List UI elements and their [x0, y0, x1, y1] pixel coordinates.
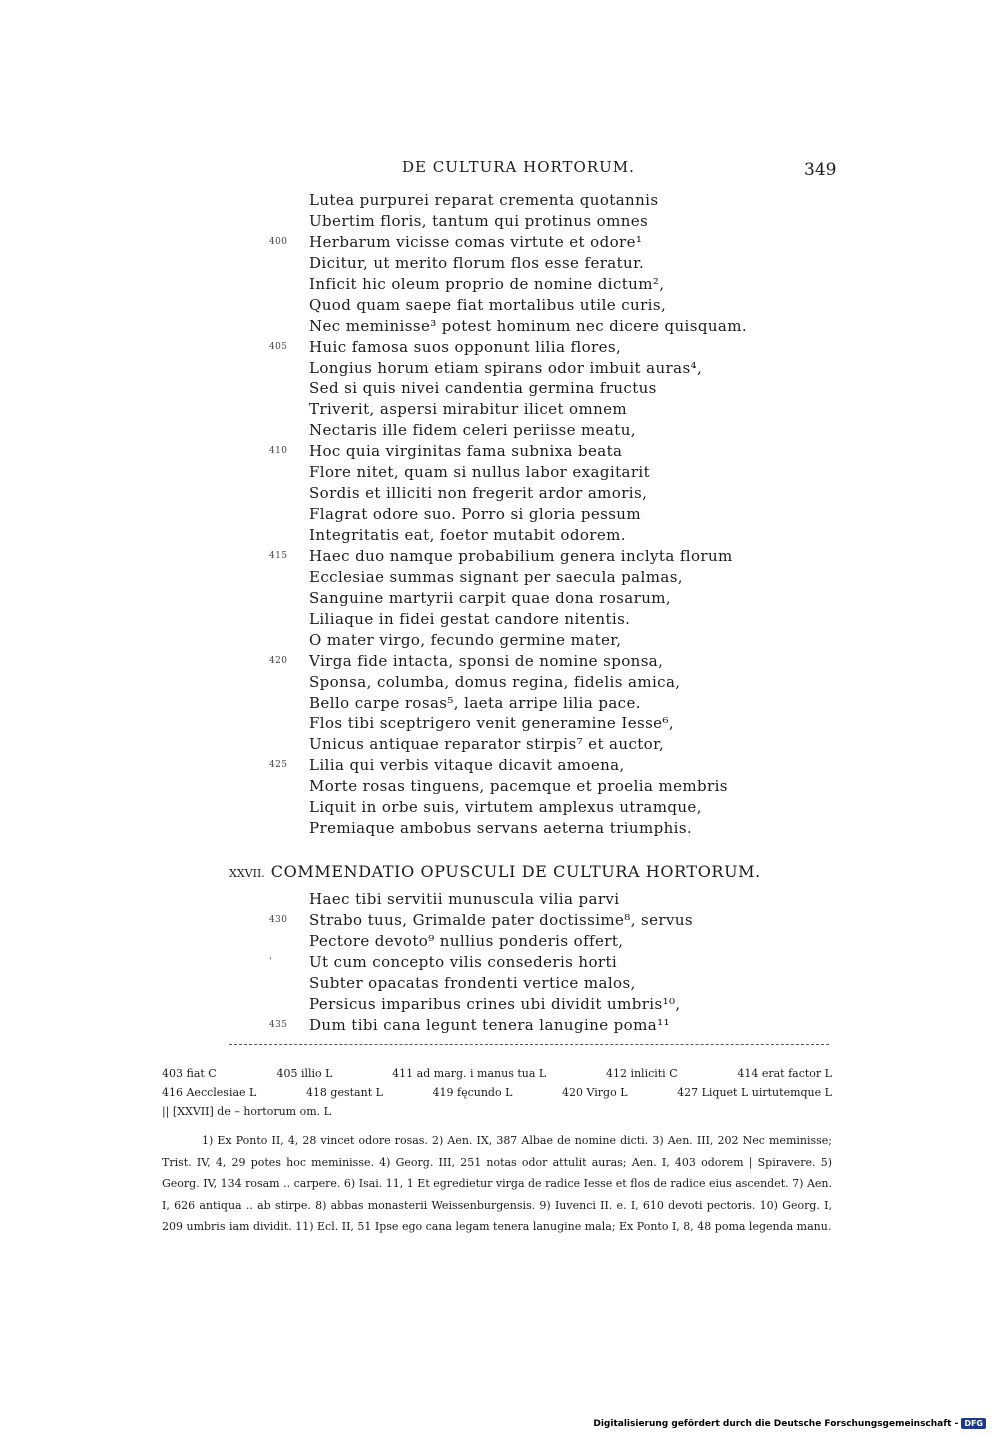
- verse-line: [309, 818, 869, 839]
- verse-line: [309, 588, 869, 609]
- verse-line: [309, 567, 869, 588]
- apparatus-entry: 418 gestant L: [305, 1086, 383, 1099]
- verse-line: [309, 462, 869, 483]
- verse-text: Sanguine martyrii carpit quae dona rosarum,: [309, 588, 672, 607]
- verse-line: [269, 755, 869, 776]
- line-number: 420: [269, 655, 288, 666]
- verse-text: Longius horum etiam spirans odor imbuit auras⁴,: [309, 358, 703, 377]
- verse-text: Premiaque ambobus servans aeterna triumphis.: [309, 819, 693, 838]
- verse-line: [309, 399, 869, 420]
- verse-line: [309, 295, 869, 316]
- verse-text: Huic famosa suos opponunt lilia flores,: [309, 337, 622, 356]
- verse-text: Haec duo namque probabilium genera inclyta florum: [309, 546, 733, 565]
- verse-line: [309, 253, 869, 274]
- verse-text: Herbarum vicisse comas virtute et odore¹: [309, 232, 643, 251]
- verse-text: Quod quam saepe fiat mortalibus utile curis,: [309, 295, 667, 314]
- credit-text: Digitalisierung gefördert durch die Deutsche Forschungsgemeinschaft -: [593, 1418, 959, 1429]
- apparatus-row: [162, 1064, 832, 1083]
- footnote-divider: [229, 1044, 829, 1045]
- verse-text: Nectaris ille fidem celeri periisse meatu,: [309, 421, 636, 440]
- verse-line: [269, 546, 869, 567]
- verse-line: [269, 910, 869, 931]
- critical-apparatus: [162, 1064, 832, 1121]
- verse-line: [309, 483, 869, 504]
- apparatus-entry: 419 fęcundo L: [432, 1086, 513, 1099]
- verse-text: Flore nitet, quam si nullus labor exagitarit: [309, 463, 651, 482]
- poem-verse-block: [269, 190, 869, 839]
- verse-text: Dicitur, ut merito florum flos esse feratur.: [309, 253, 645, 272]
- verse-text: Virga fide intacta, sponsi de nomine sponsa,: [309, 651, 664, 670]
- apparatus-entry: 427 Liquet L uirtutemque L: [677, 1086, 832, 1099]
- line-number: 410: [269, 446, 288, 457]
- verse-text: O mater virgo, fecundo germine mater,: [309, 630, 622, 649]
- verse-text: Persicus imparibus crines ubi dividit umbris¹⁰,: [309, 994, 681, 1013]
- verse-line: [309, 797, 869, 818]
- verse-line: [309, 776, 869, 797]
- verse-text: Liquit in orbe suis, virtutem amplexus utramque,: [309, 798, 702, 817]
- verse-text: Sed si quis nivei candentia germina fructus: [309, 379, 657, 398]
- line-number: 405: [269, 341, 288, 352]
- verse-line: [309, 973, 869, 994]
- verse-text: Morte rosas tinguens, pacemque et proelia membris: [309, 777, 728, 796]
- line-number: 435: [269, 1019, 288, 1030]
- verse-line: [309, 994, 869, 1015]
- verse-line: [309, 190, 869, 211]
- verse-line: [269, 337, 869, 358]
- verse-line: [269, 952, 869, 973]
- verse-line: [309, 378, 869, 399]
- verse-line: [309, 504, 869, 525]
- verse-text: Sponsa, columba, domus regina, fidelis amica,: [309, 672, 681, 691]
- line-number: 425: [269, 760, 288, 771]
- dfg-logo-icon: DFG: [961, 1418, 986, 1429]
- verse-text: Ecclesiae summas signant per saecula palmas,: [309, 567, 683, 586]
- verse-text: Flos tibi sceptrigero venit generamine Iesse⁶,: [309, 714, 675, 733]
- line-number: 430: [269, 914, 288, 925]
- verse-line: [269, 441, 869, 462]
- verse-text: Nec meminisse³ potest hominum nec dicere quisquam.: [309, 316, 748, 335]
- apparatus-row: [162, 1102, 832, 1121]
- verse-text: Pectore devoto⁹ nullius ponderis offert,: [309, 931, 624, 950]
- verse-line: [269, 1015, 869, 1036]
- verse-line: [309, 525, 869, 546]
- digitization-credit: [593, 1418, 986, 1429]
- verse-text: Hoc quia virginitas fama subnixa beata: [309, 442, 623, 461]
- verse-text: Lutea purpurei reparat crementa quotannis: [309, 191, 659, 209]
- verse-text: Sordis et illiciti non fregerit ardor amoris,: [309, 484, 648, 503]
- verse-text: Unicus antiquae reparator stirpis⁷ et auctor,: [309, 735, 665, 754]
- verse-text: Haec tibi servitii munuscula vilia parvi: [309, 890, 620, 908]
- verse-line: [309, 734, 869, 755]
- section-number: XXVII.: [229, 867, 265, 880]
- page-number: 349: [804, 160, 837, 180]
- verse-line: [309, 274, 869, 295]
- apparatus-entry: 412 inliciti C: [605, 1067, 678, 1080]
- apparatus-entry: 411 ad marg. i manus tua L: [392, 1067, 547, 1080]
- verse-text: Liliaque in fidei gestat candore nitentis.: [309, 609, 631, 628]
- verse-text: Strabo tuus, Grimalde pater doctissime⁸, servus: [309, 910, 694, 929]
- verse-text: Ubertim floris, tantum qui protinus omnes: [309, 211, 649, 230]
- footnotes: 1) Ex Ponto II, 4, 28 vincet odore rosas. 2) Aen. IX, 387 Albae de nomine dicti. 3) Aen. III, 202 Nec meminisse; Trist. IV, 4, 29 potes hoc meminisse. 4) Georg. III, 251 notas odor attulit auras; Aen. I, 403 odorem | Spiravere. 5) Georg. IV, 134 rosam .. carpere. 6) Isai. 11, 1 Et egredietur virga de radice Iesse et flos de radice eius ascendet. 7) Aen. I, 626 antiqua .. ab stirpe. 8) abbas monasterii Weissenburgensis. 9) Iuvenci II. e. I, 610 devoti pectoris. 10) Georg. I, 209 umbris iam dividit. 11) Ecl. II, 51 Ipse ego cana legam tenera lanugine mala; Ex Ponto I, 8, 48 poma legenda manu.: [162, 1134, 832, 1234]
- verse-text: Ut cum concepto vilis consederis horti: [309, 952, 618, 971]
- section-title: COMMENDATIO OPUSCULI DE CULTURA HORTORUM.: [270, 862, 761, 881]
- apparatus-entry: 416 Aecclesiae L: [162, 1086, 257, 1099]
- verse-line: [309, 672, 869, 693]
- apparatus-entry: 405 illio L: [276, 1067, 333, 1080]
- verse-line: [309, 609, 869, 630]
- verse-text: Bello carpe rosas⁵, laeta arripe lilia pace.: [309, 693, 641, 712]
- verse-text: Flagrat odore suo. Porro si gloria pessum: [309, 505, 641, 524]
- commendatio-verse-block: [269, 889, 869, 1036]
- running-head: DE CULTURA HORTORUM.: [402, 158, 635, 176]
- verse-line: [309, 931, 869, 952]
- apparatus-row: [162, 1083, 832, 1102]
- verse-line: [309, 889, 869, 910]
- verse-text: Integritatis eat, foetor mutabit odorem.: [309, 526, 626, 544]
- line-number: 415: [269, 550, 288, 561]
- verse-text: Inficit hic oleum proprio de nomine dictum²,: [309, 274, 665, 293]
- apparatus-entry: 420 Virgo L: [562, 1086, 628, 1099]
- verse-line: [269, 651, 869, 672]
- verse-line: [309, 211, 869, 232]
- apparatus-entry: 414 erat factor L: [737, 1067, 832, 1080]
- section-heading: [229, 862, 761, 881]
- apparatus-entry: || [XXVII] de – hortorum om. L: [162, 1105, 331, 1118]
- verse-text: Lilia qui verbis vitaque dicavit amoena,: [309, 756, 625, 775]
- verse-line: [309, 630, 869, 651]
- verse-text: Dum tibi cana legunt tenera lanugine poma¹¹: [309, 1015, 670, 1034]
- line-number: ': [269, 956, 272, 967]
- line-number: 400: [269, 236, 288, 247]
- verse-text: Triverit, aspersi mirabitur ilicet omnem: [309, 400, 628, 419]
- verse-line: [309, 713, 869, 734]
- verse-line: [309, 693, 869, 714]
- verse-text: Subter opacatas frondenti vertice malos,: [309, 973, 636, 992]
- verse-line: [309, 358, 869, 379]
- verse-line: [309, 420, 869, 441]
- apparatus-entry: 403 fiat C: [162, 1067, 217, 1080]
- verse-line: [269, 232, 869, 253]
- verse-line: [309, 316, 869, 337]
